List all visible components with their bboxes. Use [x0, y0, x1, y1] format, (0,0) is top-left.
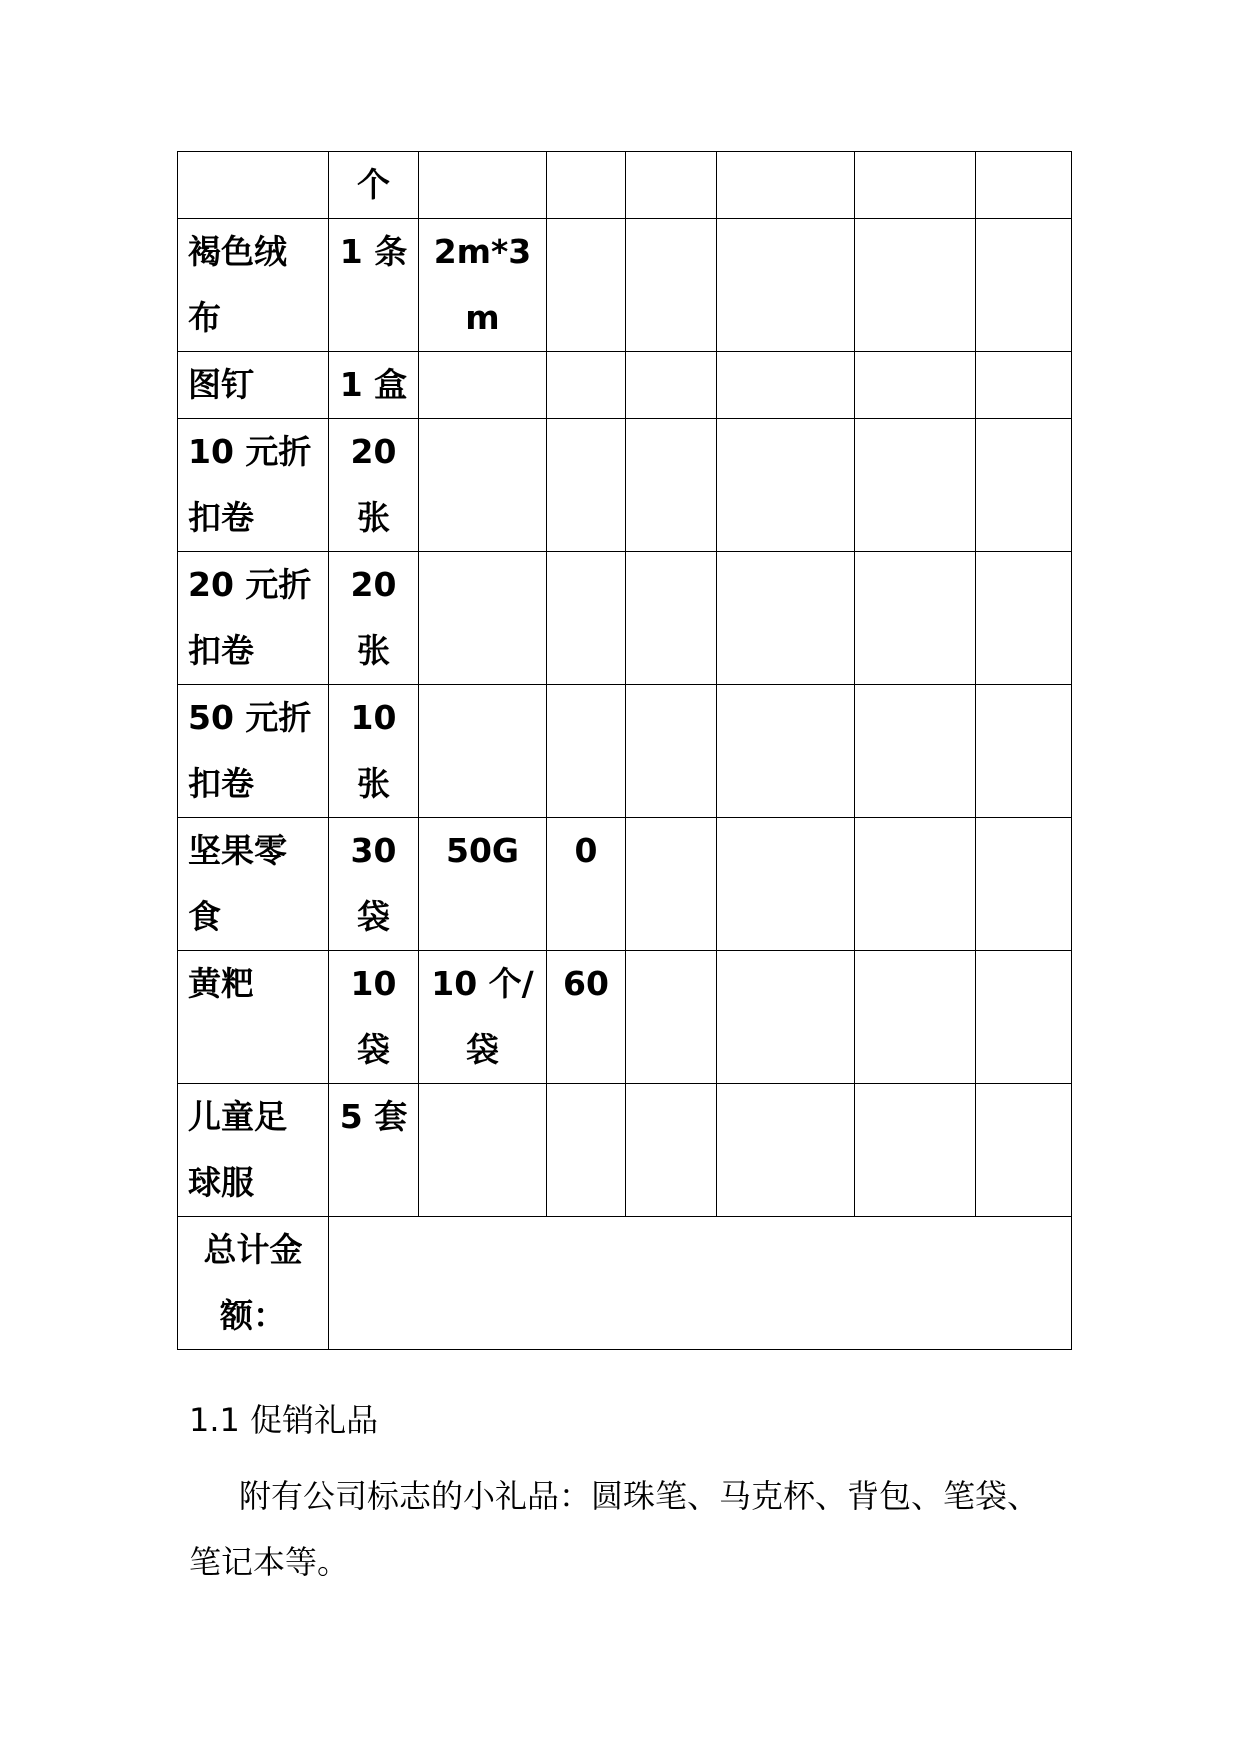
empty-cell: [626, 685, 717, 818]
materials-table: [177, 151, 1072, 1350]
spec-cell: 10 个/ 袋: [419, 951, 547, 1084]
item-name-cell: 50 元折 扣卷: [178, 685, 329, 818]
quantity-cell: 5 套: [329, 1084, 419, 1217]
empty-cell: [717, 219, 855, 352]
table-row: [178, 419, 1072, 552]
empty-cell: [855, 552, 976, 685]
quantity-cell: 20 张: [329, 552, 419, 685]
empty-cell: [626, 1084, 717, 1217]
item-name-cell: 儿童足 球服: [178, 1084, 329, 1217]
price-cell: [547, 352, 626, 419]
spec-cell: [419, 552, 547, 685]
item-name-cell: 黄粑: [178, 951, 329, 1084]
table-row: [178, 352, 1072, 419]
empty-cell: [855, 818, 976, 951]
empty-cell: [717, 951, 855, 1084]
empty-cell: [855, 685, 976, 818]
price-cell: [547, 419, 626, 552]
section-heading: 1.1 促销礼品: [189, 1401, 379, 1439]
total-amount-label-cell: 总计金 额：: [178, 1217, 329, 1350]
table-row: [178, 552, 1072, 685]
empty-cell: [976, 352, 1072, 419]
empty-cell: [626, 951, 717, 1084]
empty-cell: [976, 419, 1072, 552]
empty-cell: [855, 352, 976, 419]
empty-cell: [626, 419, 717, 552]
item-name-cell: 褐色绒 布: [178, 219, 329, 352]
table-row: [178, 1084, 1072, 1217]
empty-cell: [855, 219, 976, 352]
table-row: [178, 152, 1072, 219]
empty-cell: [626, 219, 717, 352]
empty-cell: [626, 818, 717, 951]
total-row: [178, 1217, 1072, 1350]
spec-cell: 50G: [419, 818, 547, 951]
paragraph-line: 附有公司标志的小礼品：圆珠笔、马克杯、背包、笔袋、: [239, 1477, 1040, 1515]
empty-cell: [717, 419, 855, 552]
quantity-cell: 30 袋: [329, 818, 419, 951]
empty-cell: [717, 818, 855, 951]
empty-cell: [976, 1084, 1072, 1217]
quantity-cell: 1 盒: [329, 352, 419, 419]
empty-cell: [976, 152, 1072, 219]
empty-cell: [717, 352, 855, 419]
empty-cell: [976, 818, 1072, 951]
empty-cell: [717, 685, 855, 818]
total-amount-value-cell: [329, 1217, 1072, 1350]
item-name-cell: 10 元折 扣卷: [178, 419, 329, 552]
price-cell: 0: [547, 818, 626, 951]
empty-cell: [717, 552, 855, 685]
quantity-cell: 10 袋: [329, 951, 419, 1084]
empty-cell: [626, 152, 717, 219]
item-name-cell: 坚果零 食: [178, 818, 329, 951]
spec-cell: [419, 685, 547, 818]
price-cell: [547, 1084, 626, 1217]
quantity-cell: 1 条: [329, 219, 419, 352]
spec-cell: [419, 152, 547, 219]
empty-cell: [976, 552, 1072, 685]
table-row: [178, 951, 1072, 1084]
table-row: [178, 818, 1072, 951]
spec-cell: 2m*3 m: [419, 219, 547, 352]
price-cell: [547, 685, 626, 818]
empty-cell: [626, 552, 717, 685]
table-row: [178, 685, 1072, 818]
empty-cell: [855, 419, 976, 552]
item-name-cell: [178, 152, 329, 219]
quantity-cell: 20 张: [329, 419, 419, 552]
empty-cell: [855, 1084, 976, 1217]
price-cell: 60: [547, 951, 626, 1084]
empty-cell: [626, 352, 717, 419]
empty-cell: [976, 951, 1072, 1084]
quantity-cell: 10 张: [329, 685, 419, 818]
empty-cell: [855, 951, 976, 1084]
empty-cell: [976, 219, 1072, 352]
table-row: [178, 219, 1072, 352]
section-paragraph: [189, 1463, 1074, 1595]
item-name-cell: 图钉: [178, 352, 329, 419]
empty-cell: [717, 1084, 855, 1217]
spec-cell: [419, 1084, 547, 1217]
price-cell: [547, 152, 626, 219]
price-cell: [547, 219, 626, 352]
empty-cell: [855, 152, 976, 219]
paragraph-line: 笔记本等。: [189, 1543, 350, 1581]
spec-cell: [419, 352, 547, 419]
quantity-cell: 个: [329, 152, 419, 219]
empty-cell: [976, 685, 1072, 818]
item-name-cell: 20 元折 扣卷: [178, 552, 329, 685]
price-cell: [547, 552, 626, 685]
spec-cell: [419, 419, 547, 552]
empty-cell: [717, 152, 855, 219]
